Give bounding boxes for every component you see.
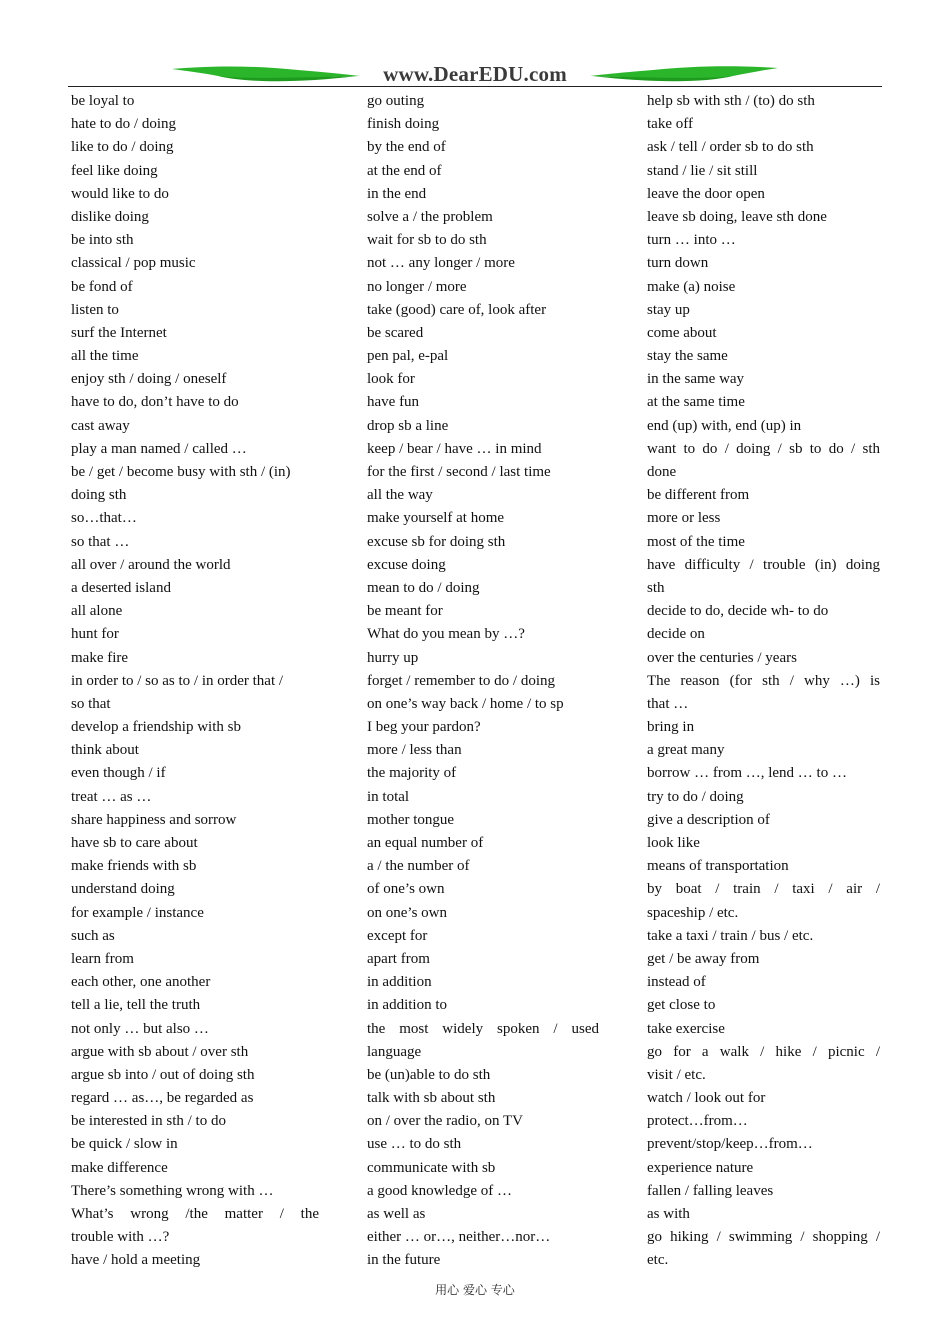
phrase-line: by boat / train / taxi / air / <box>647 881 880 898</box>
phrase-line: for the first / second / last time <box>367 464 551 480</box>
phrase-line: have sb to care about <box>71 835 198 851</box>
phrase-line: be interested in sth / to do <box>71 1113 226 1130</box>
phrase-line: so that <box>71 695 111 712</box>
phrase-line: a great many <box>647 742 725 759</box>
phrase-line: in the same way <box>647 371 745 388</box>
phrase-line: surf the Internet <box>71 324 167 341</box>
phrase-line: hate to do / doing <box>71 116 176 133</box>
phrase-line: not … any longer / more <box>367 255 515 272</box>
phrase-line: go hiking / swimming / shopping / <box>647 1229 880 1246</box>
phrase-line: classical / pop music <box>71 255 196 272</box>
phrase-line: sth <box>647 579 665 596</box>
phrase-line: watch / look out for <box>647 1090 766 1107</box>
phrase-line: apart from <box>367 950 430 967</box>
phrase-line: have fun <box>367 394 420 411</box>
phrase-line: like to do / doing <box>71 139 174 156</box>
phrase-line: take (good) care of, look after <box>367 301 547 318</box>
phrase-line: come about <box>647 324 717 341</box>
phrase-line: excuse sb for doing sth <box>367 533 506 550</box>
phrase-line: turn … into … <box>647 232 736 249</box>
phrase-line: on one’s own <box>367 904 447 921</box>
phrase-line: more or less <box>647 510 721 527</box>
phrase-line: go outing <box>367 93 425 109</box>
phrase-line: so…that… <box>71 510 137 527</box>
phrase-line: ask / tell / order sb to do sth <box>647 139 814 156</box>
phrase-line: instead of <box>647 974 706 991</box>
phrase-line: over the centuries / years <box>647 649 797 666</box>
phrase-line: be different from <box>647 487 750 504</box>
phrase-line: give a description of <box>647 811 770 828</box>
phrase-line: most of the time <box>647 533 745 550</box>
phrase-line: hunt for <box>71 626 119 643</box>
phrase-line: of one’s own <box>367 881 445 898</box>
phrase-line: in addition to <box>367 997 447 1014</box>
phrase-line: look for <box>367 371 415 388</box>
phrase-line: fallen / falling leaves <box>647 1182 774 1199</box>
phrase-line: The reason (for sth / why …) is <box>647 672 880 689</box>
phrase-line: enjoy sth / doing / oneself <box>71 371 227 388</box>
phrase-line: by the end of <box>367 139 446 156</box>
phrase-line: learn from <box>71 950 134 967</box>
phrase-line: all alone <box>71 603 123 620</box>
phrase-line: have difficulty / trouble (in) doing <box>647 556 880 573</box>
site-logo-text[interactable]: www.DearEDU.com <box>383 62 567 86</box>
phrase-line: I beg your pardon? <box>367 719 481 736</box>
phrase-line: on / over the radio, on TV <box>367 1113 523 1130</box>
phrase-line: What’s wrong /the matter / the <box>71 1206 319 1222</box>
phrase-line: etc. <box>647 1252 669 1269</box>
phrase-line: try to do / doing <box>647 788 744 805</box>
phrase-line: stand / lie / sit still <box>647 162 758 179</box>
phrase-line: look like <box>647 835 700 851</box>
phrase-line: decide to do, decide wh- to do <box>647 603 829 620</box>
phrase-line: communicate with sb <box>367 1159 496 1176</box>
phrase-line: What do you mean by …? <box>367 626 525 643</box>
phrase-line: pen pal, e-pal <box>367 348 449 365</box>
phrase-line: help sb with sth / (to) do sth <box>647 93 815 109</box>
phrase-line: doing sth <box>71 487 127 504</box>
phrase-line: use … to do sth <box>367 1136 462 1153</box>
phrase-line: at the same time <box>647 394 745 411</box>
phrase-line: mean to do / doing <box>367 579 480 596</box>
phrase-line: play a man named / called … <box>71 440 247 457</box>
phrase-line: keep / bear / have … in mind <box>367 440 542 457</box>
phrase-line: share happiness and sorrow <box>71 811 237 828</box>
phrase-line: talk with sb about sth <box>367 1090 496 1107</box>
phrase-line: no longer / more <box>367 278 467 295</box>
phrase-line: take exercise <box>647 1020 725 1037</box>
phrase-line: in the future <box>367 1252 441 1269</box>
phrase-line: language <box>367 1043 422 1060</box>
phrase-line: solve a / the problem <box>367 208 493 225</box>
phrase-line: argue with sb about / over sth <box>71 1043 249 1060</box>
phrase-line: understand doing <box>71 881 175 898</box>
phrase-line: so that … <box>71 533 130 550</box>
phrase-line: regard … as…, be regarded as <box>71 1090 254 1107</box>
phrase-line: spaceship / etc. <box>647 904 739 921</box>
phrase-line: have / hold a meeting <box>71 1252 201 1269</box>
phrase-line: stay the same <box>647 348 728 365</box>
phrase-column-2 <box>367 90 599 1273</box>
phrase-line: have to do, don’t have to do <box>71 394 239 411</box>
header-divider <box>68 86 882 87</box>
phrase-line: in total <box>367 788 410 805</box>
phrase-line: done <box>647 464 677 480</box>
phrase-line: make yourself at home <box>367 510 505 527</box>
phrase-column-3 <box>647 90 880 1273</box>
phrase-line: mother tongue <box>367 811 455 828</box>
phrase-line: in the end <box>367 185 427 202</box>
phrase-line: make difference <box>71 1159 168 1176</box>
phrase-line: not only … but also … <box>71 1020 209 1037</box>
phrase-line: excuse doing <box>367 556 446 573</box>
phrase-line: cast away <box>71 417 130 434</box>
phrase-line: drop sb a line <box>367 417 449 434</box>
phrase-line: in addition <box>367 974 432 991</box>
page-footer: 用心 爱心 专心 <box>435 1283 515 1297</box>
phrase-line: take off <box>647 116 693 133</box>
phrase-line: as with <box>647 1206 690 1222</box>
phrase-line: argue sb into / out of doing sth <box>71 1066 255 1083</box>
phrase-line: experience nature <box>647 1159 754 1176</box>
phrase-line: even though / if <box>71 765 166 782</box>
phrase-line: the most widely spoken / used <box>367 1020 599 1037</box>
phrase-line: develop a friendship with sb <box>71 719 241 736</box>
phrase-line: borrow … from …, lend … to … <box>647 765 847 782</box>
phrase-line: go for a walk / hike / picnic / <box>647 1043 880 1060</box>
phrase-line: listen to <box>71 301 119 318</box>
phrase-line: take a taxi / train / bus / etc. <box>647 927 814 944</box>
phrase-line: forget / remember to do / doing <box>367 672 556 689</box>
phrase-line: make fire <box>71 649 129 666</box>
phrase-line: except for <box>367 927 428 944</box>
phrase-line: a / the number of <box>367 858 470 875</box>
phrase-line: bring in <box>647 719 695 736</box>
phrase-line: be loyal to <box>71 93 135 109</box>
phrase-line: a good knowledge of … <box>367 1182 512 1199</box>
phrase-line: want to do / doing / sb to do / sth <box>647 440 880 457</box>
phrase-line: be (un)able to do sth <box>367 1066 491 1083</box>
phrase-line: means of transportation <box>647 858 789 875</box>
phrase-line: a deserted island <box>71 579 171 596</box>
phrase-line: more / less than <box>367 742 462 759</box>
phrase-line: hurry up <box>367 649 419 666</box>
phrase-line: all the way <box>367 487 433 504</box>
phrase-line: get / be away from <box>647 950 760 967</box>
phrase-line: decide on <box>647 626 705 643</box>
phrase-line: treat … as … <box>71 788 152 805</box>
phrase-line: be into sth <box>71 232 134 249</box>
phrase-line: wait for sb to do sth <box>367 232 487 249</box>
phrase-line: an equal number of <box>367 835 484 851</box>
phrase-line: finish doing <box>367 116 440 133</box>
phrase-line: either … or…, neither…nor… <box>367 1229 551 1246</box>
phrase-line: such as <box>71 927 115 944</box>
phrase-line: stay up <box>647 301 690 318</box>
phrase-line: be scared <box>367 324 424 341</box>
phrase-line: end (up) with, end (up) in <box>647 417 802 434</box>
phrase-line: be meant for <box>367 603 443 620</box>
phrase-line: be fond of <box>71 278 133 295</box>
phrase-line: make (a) noise <box>647 278 736 295</box>
phrase-column-1 <box>71 90 319 1273</box>
phrase-line: all the time <box>71 348 139 365</box>
phrase-line: tell a lie, tell the truth <box>71 997 201 1014</box>
phrase-line: each other, one another <box>71 974 211 991</box>
phrase-line: the majority of <box>367 765 457 782</box>
phrase-line: that … <box>647 695 689 712</box>
phrase-line: leave the door open <box>647 185 765 202</box>
phrase-line: get close to <box>647 997 716 1014</box>
phrase-line: protect…from… <box>647 1113 748 1130</box>
phrase-line: as well as <box>367 1206 426 1222</box>
phrase-line: leave sb doing, leave sth done <box>647 208 827 225</box>
phrase-line: prevent/stop/keep…from… <box>647 1136 813 1153</box>
phrase-line: trouble with …? <box>71 1229 170 1246</box>
phrase-line: turn down <box>647 255 709 272</box>
phrase-line: on one’s way back / home / to sp <box>367 695 564 712</box>
phrase-line: make friends with sb <box>71 858 197 875</box>
phrase-line: for example / instance <box>71 904 204 921</box>
phrase-line: think about <box>71 742 139 759</box>
phrase-line: be quick / slow in <box>71 1136 178 1153</box>
phrase-line: visit / etc. <box>647 1066 706 1083</box>
phrase-line: feel like doing <box>71 162 158 179</box>
phrase-line: be / get / become busy with sth / (in) <box>71 464 291 480</box>
phrase-line: all over / around the world <box>71 556 231 573</box>
phrase-line: in order to / so as to / in order that / <box>71 672 284 689</box>
phrase-line: would like to do <box>71 185 169 202</box>
phrase-line: at the end of <box>367 162 442 179</box>
phrase-line: There’s something wrong with … <box>71 1182 274 1199</box>
phrase-line: dislike doing <box>71 208 149 225</box>
